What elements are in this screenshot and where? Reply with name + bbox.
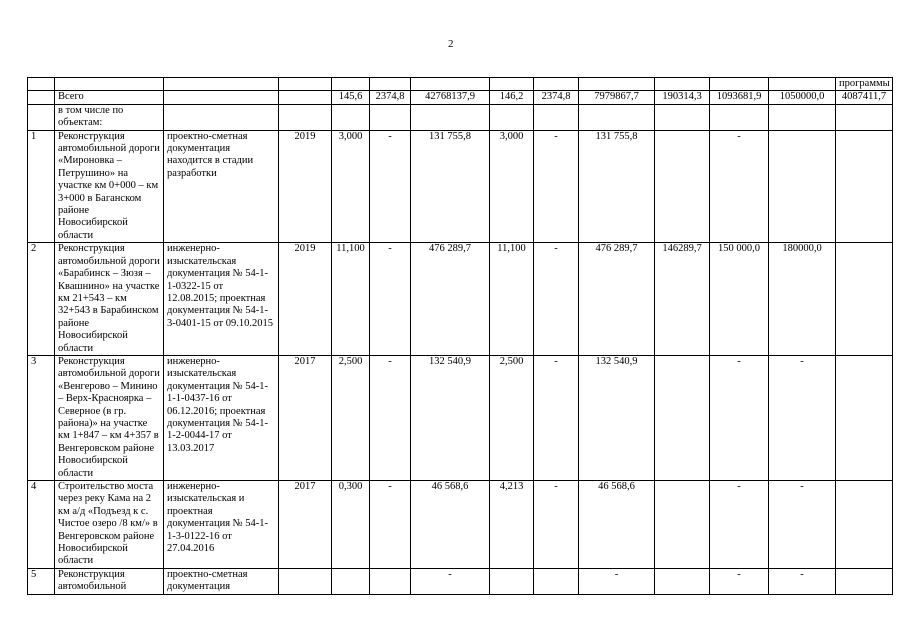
object-col-b: - — [534, 130, 579, 243]
object-c3 — [769, 130, 836, 243]
object-name: Строительство моста через реку Кама на 2 км а/д «Подъезд к с. Чистое озеро /8 км/» в Венгеровском районе Новосибирской области — [55, 481, 164, 569]
object-length-2 — [490, 568, 534, 594]
object-c1 — [655, 130, 710, 243]
object-col-a — [370, 568, 411, 594]
object-c4 — [836, 481, 893, 569]
object-col-a: - — [370, 481, 411, 569]
object-cost: - — [411, 568, 490, 594]
object-col-b: - — [534, 481, 579, 569]
table-row — [28, 130, 893, 243]
total-v2: 2374,8 — [370, 91, 411, 104]
object-length-2: 2,500 — [490, 355, 534, 480]
table-row — [28, 355, 893, 480]
object-c2: 150 000,0 — [710, 243, 769, 356]
page-number: 2 — [448, 38, 454, 50]
object-c2: - — [710, 130, 769, 243]
object-docs: инженерно-изыскательская документация № 54-1-1-0322-15 от 12.08.2015; проектная документация № 54-1-3-0401-15 от 09.10.2015 — [164, 243, 279, 356]
object-cost-2: 131 755,8 — [579, 130, 655, 243]
object-cost: 46 568,6 — [411, 481, 490, 569]
table-row — [28, 243, 893, 356]
object-length-2: 11,100 — [490, 243, 534, 356]
object-col-b: - — [534, 243, 579, 356]
object-length: 11,100 — [332, 243, 370, 356]
object-col-b: - — [534, 355, 579, 480]
object-cost-2: - — [579, 568, 655, 594]
object-year: 2019 — [279, 243, 332, 356]
object-year: 2017 — [279, 355, 332, 480]
total-v3: 42768137,9 — [411, 91, 490, 104]
object-docs: инженерно-изыскательская документация № 54-1-1-1-0437-16 от 06.12.2016; проектная документация № 54-1-1-2-0044-17 от 13.03.2017 — [164, 355, 279, 480]
object-c4 — [836, 568, 893, 594]
table-row — [28, 481, 893, 569]
header-programs-cell: программы — [836, 78, 893, 91]
object-c4 — [836, 355, 893, 480]
row-number: 3 — [28, 355, 55, 480]
object-c4 — [836, 243, 893, 356]
row-number: 1 — [28, 130, 55, 243]
object-col-b — [534, 568, 579, 594]
object-col-a: - — [370, 243, 411, 356]
object-name: Реконструкция автомобильной дороги «Венгерово – Минино – Верх-Красноярка – Северное (в гр. района)» на участке км 1+847 – км 4+357 в Венгеровском районе Новосибирской области — [55, 355, 164, 480]
object-c4 — [836, 130, 893, 243]
total-v1: 145,6 — [332, 91, 370, 104]
object-c1 — [655, 355, 710, 480]
object-name: Реконструкция автомобильной дороги «Мироновка – Петрушино» на участке км 0+000 – км 3+000 в Баганском районе Новосибирской области — [55, 130, 164, 243]
table-row — [28, 568, 893, 594]
total-label: Всего — [55, 91, 164, 104]
object-length — [332, 568, 370, 594]
object-length: 2,500 — [332, 355, 370, 480]
total-v10: 4087411,7 — [836, 91, 893, 104]
object-year: 2019 — [279, 130, 332, 243]
object-c3: 180000,0 — [769, 243, 836, 356]
object-c1: 146289,7 — [655, 243, 710, 356]
total-v6: 7979867,7 — [579, 91, 655, 104]
object-cost: 132 540,9 — [411, 355, 490, 480]
object-col-a: - — [370, 355, 411, 480]
object-length: 0,300 — [332, 481, 370, 569]
including-label: в том числе по объектам: — [55, 104, 164, 130]
object-length: 3,000 — [332, 130, 370, 243]
total-v5: 2374,8 — [534, 91, 579, 104]
object-c2: - — [710, 355, 769, 480]
object-name: Реконструкция автомобильной дороги «Барабинск – Зюзя – Квашнино» на участке км 21+543 – км 32+543 в Барабинском районе Новосибирской области — [55, 243, 164, 356]
object-length-2: 3,000 — [490, 130, 534, 243]
object-docs: проектно-сметная документация — [164, 568, 279, 594]
object-c3: - — [769, 481, 836, 569]
total-v8: 1093681,9 — [710, 91, 769, 104]
objects-table — [27, 77, 893, 595]
object-docs: инженерно-изыскательская и проектная документация № 54-1-1-3-0122-16 от 27.04.2016 — [164, 481, 279, 569]
row-number: 2 — [28, 243, 55, 356]
total-v9: 1050000,0 — [769, 91, 836, 104]
row-number: 4 — [28, 481, 55, 569]
object-length-2: 4,213 — [490, 481, 534, 569]
object-cost-2: 476 289,7 — [579, 243, 655, 356]
object-c2: - — [710, 481, 769, 569]
object-cost-2: 46 568,6 — [579, 481, 655, 569]
object-col-a: - — [370, 130, 411, 243]
object-c3: - — [769, 568, 836, 594]
object-name: Реконструкция автомобильной — [55, 568, 164, 594]
object-year: 2017 — [279, 481, 332, 569]
object-c1 — [655, 568, 710, 594]
row-number: 5 — [28, 568, 55, 594]
object-cost: 476 289,7 — [411, 243, 490, 356]
object-c1 — [655, 481, 710, 569]
object-cost-2: 132 540,9 — [579, 355, 655, 480]
object-c3: - — [769, 355, 836, 480]
total-v4: 146,2 — [490, 91, 534, 104]
object-docs: проектно-сметная документация находится в стадии разработки — [164, 130, 279, 243]
object-year — [279, 568, 332, 594]
total-v7: 190314,3 — [655, 91, 710, 104]
object-cost: 131 755,8 — [411, 130, 490, 243]
including-row — [28, 104, 893, 130]
header-tail-row — [28, 78, 893, 91]
total-row — [28, 91, 893, 104]
object-c2: - — [710, 568, 769, 594]
